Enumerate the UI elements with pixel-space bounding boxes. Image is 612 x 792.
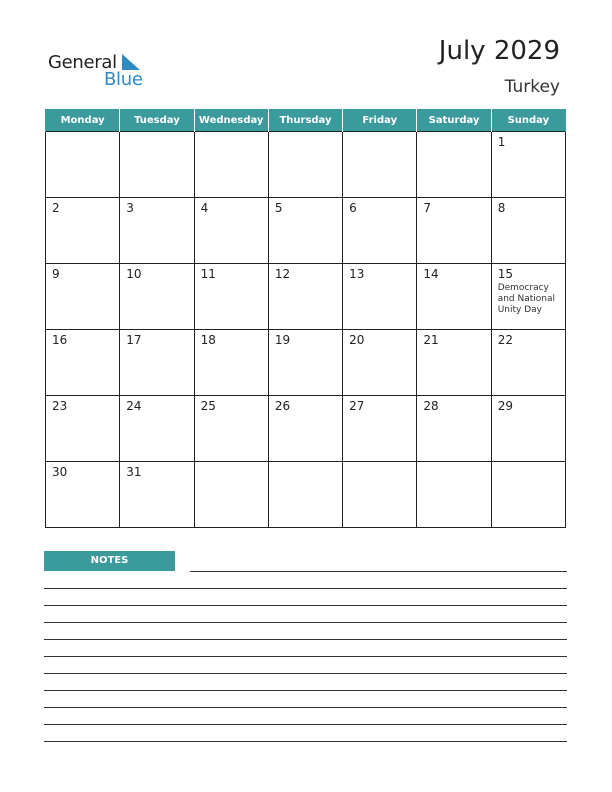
calendar-day-cell xyxy=(120,198,194,264)
calendar-day-cell xyxy=(491,132,565,198)
calendar-day-cell xyxy=(491,330,565,396)
calendar-day-cell xyxy=(46,330,120,396)
country-subtitle: Turkey xyxy=(504,77,560,97)
day-number: 4 xyxy=(200,201,209,215)
calendar-empty-cell xyxy=(343,132,417,198)
calendar-empty-cell xyxy=(343,462,417,528)
day-number: 24 xyxy=(126,399,142,413)
calendar-day-cell xyxy=(417,198,491,264)
day-number: 14 xyxy=(423,267,439,281)
calendar-day-cell xyxy=(46,396,120,462)
calendar-day-cell xyxy=(46,264,120,330)
calendar-day-cell xyxy=(46,462,120,528)
calendar-day-cell xyxy=(343,396,417,462)
weekday-header: Sunday xyxy=(491,109,565,132)
notes-line xyxy=(44,707,567,708)
calendar-day-cell xyxy=(343,198,417,264)
day-number: 16 xyxy=(52,333,68,347)
calendar-day-cell xyxy=(194,264,268,330)
day-number: 8 xyxy=(497,201,506,215)
calendar-day-cell xyxy=(417,396,491,462)
calendar-day-cell xyxy=(491,396,565,462)
day-number: 21 xyxy=(423,333,439,347)
day-number: 17 xyxy=(126,333,142,347)
page-title: July 2029 xyxy=(438,36,560,66)
calendar-week-row xyxy=(46,330,566,396)
notes-line xyxy=(190,571,567,572)
calendar-week-row xyxy=(46,264,566,330)
calendar-empty-cell xyxy=(194,462,268,528)
calendar-day-cell xyxy=(194,198,268,264)
brand-name-general: General xyxy=(48,52,117,73)
day-number: 1 xyxy=(497,135,506,149)
day-number: 11 xyxy=(200,267,216,281)
day-number: 22 xyxy=(497,333,513,347)
notes-line xyxy=(44,673,567,674)
calendar-day-cell xyxy=(268,330,342,396)
calendar-day-cell xyxy=(194,330,268,396)
calendar-grid xyxy=(45,109,566,528)
day-number: 13 xyxy=(349,267,365,281)
calendar-day-cell xyxy=(120,396,194,462)
day-number: 12 xyxy=(274,267,291,281)
calendar-empty-cell xyxy=(268,132,342,198)
calendar-day-cell xyxy=(417,330,491,396)
holiday-label: Democracy and National Unity Day xyxy=(497,283,555,315)
day-number: 7 xyxy=(423,201,432,215)
calendar-empty-cell xyxy=(417,132,491,198)
calendar-day-cell xyxy=(417,264,491,330)
weekday-header-row xyxy=(46,109,566,132)
day-number: 5 xyxy=(274,201,283,215)
calendar-week-row xyxy=(46,396,566,462)
day-number: 25 xyxy=(200,399,216,413)
calendar-day-cell xyxy=(268,264,342,330)
day-number: 29 xyxy=(497,399,513,413)
calendar-day-cell xyxy=(343,264,417,330)
notes-line xyxy=(44,656,567,657)
day-number: 2 xyxy=(52,201,60,215)
calendar-day-cell xyxy=(343,330,417,396)
calendar-day-cell xyxy=(120,330,194,396)
brand-name-blue: Blue xyxy=(104,69,143,90)
calendar-empty-cell xyxy=(194,132,268,198)
day-number: 19 xyxy=(274,333,291,347)
calendar-day-cell xyxy=(120,264,194,330)
notes-line xyxy=(44,690,567,691)
notes-line xyxy=(44,605,567,606)
weekday-header: Wednesday xyxy=(194,109,268,132)
calendar-week-row xyxy=(46,132,566,198)
day-number: 26 xyxy=(274,399,291,413)
calendar-empty-cell xyxy=(268,462,342,528)
weekday-header: Friday xyxy=(343,109,417,132)
calendar-empty-cell xyxy=(491,462,565,528)
day-number: 20 xyxy=(349,333,365,347)
calendar-day-cell xyxy=(491,198,565,264)
notes-line xyxy=(44,622,567,623)
calendar-day-cell xyxy=(120,462,194,528)
day-number: 27 xyxy=(349,399,365,413)
weekday-header: Monday xyxy=(46,109,120,132)
day-number: 15 xyxy=(497,267,513,281)
brand-logo xyxy=(48,52,158,92)
day-number: 10 xyxy=(126,267,142,281)
calendar-empty-cell xyxy=(46,132,120,198)
calendar-day-cell xyxy=(46,198,120,264)
calendar-day-cell xyxy=(194,396,268,462)
notes-line xyxy=(44,724,567,725)
day-number: 23 xyxy=(52,399,68,413)
day-number: 28 xyxy=(423,399,439,413)
calendar-day-cell xyxy=(491,264,565,330)
day-number: 30 xyxy=(52,465,68,479)
calendar-week-row xyxy=(46,462,566,528)
calendar-empty-cell xyxy=(120,132,194,198)
weekday-header: Thursday xyxy=(268,109,342,132)
notes-line xyxy=(44,588,567,589)
notes-label: NOTES xyxy=(44,551,175,571)
calendar-day-cell xyxy=(268,396,342,462)
calendar-week-row xyxy=(46,198,566,264)
calendar-day-cell xyxy=(268,198,342,264)
notes-line xyxy=(44,639,567,640)
notes-line xyxy=(44,741,567,742)
day-number: 6 xyxy=(349,201,357,215)
day-number: 3 xyxy=(126,201,134,215)
day-number: 31 xyxy=(126,465,142,479)
day-number: 18 xyxy=(200,333,216,347)
calendar-empty-cell xyxy=(417,462,491,528)
weekday-header: Saturday xyxy=(417,109,491,132)
weekday-header: Tuesday xyxy=(120,109,194,132)
day-number: 9 xyxy=(52,267,60,281)
